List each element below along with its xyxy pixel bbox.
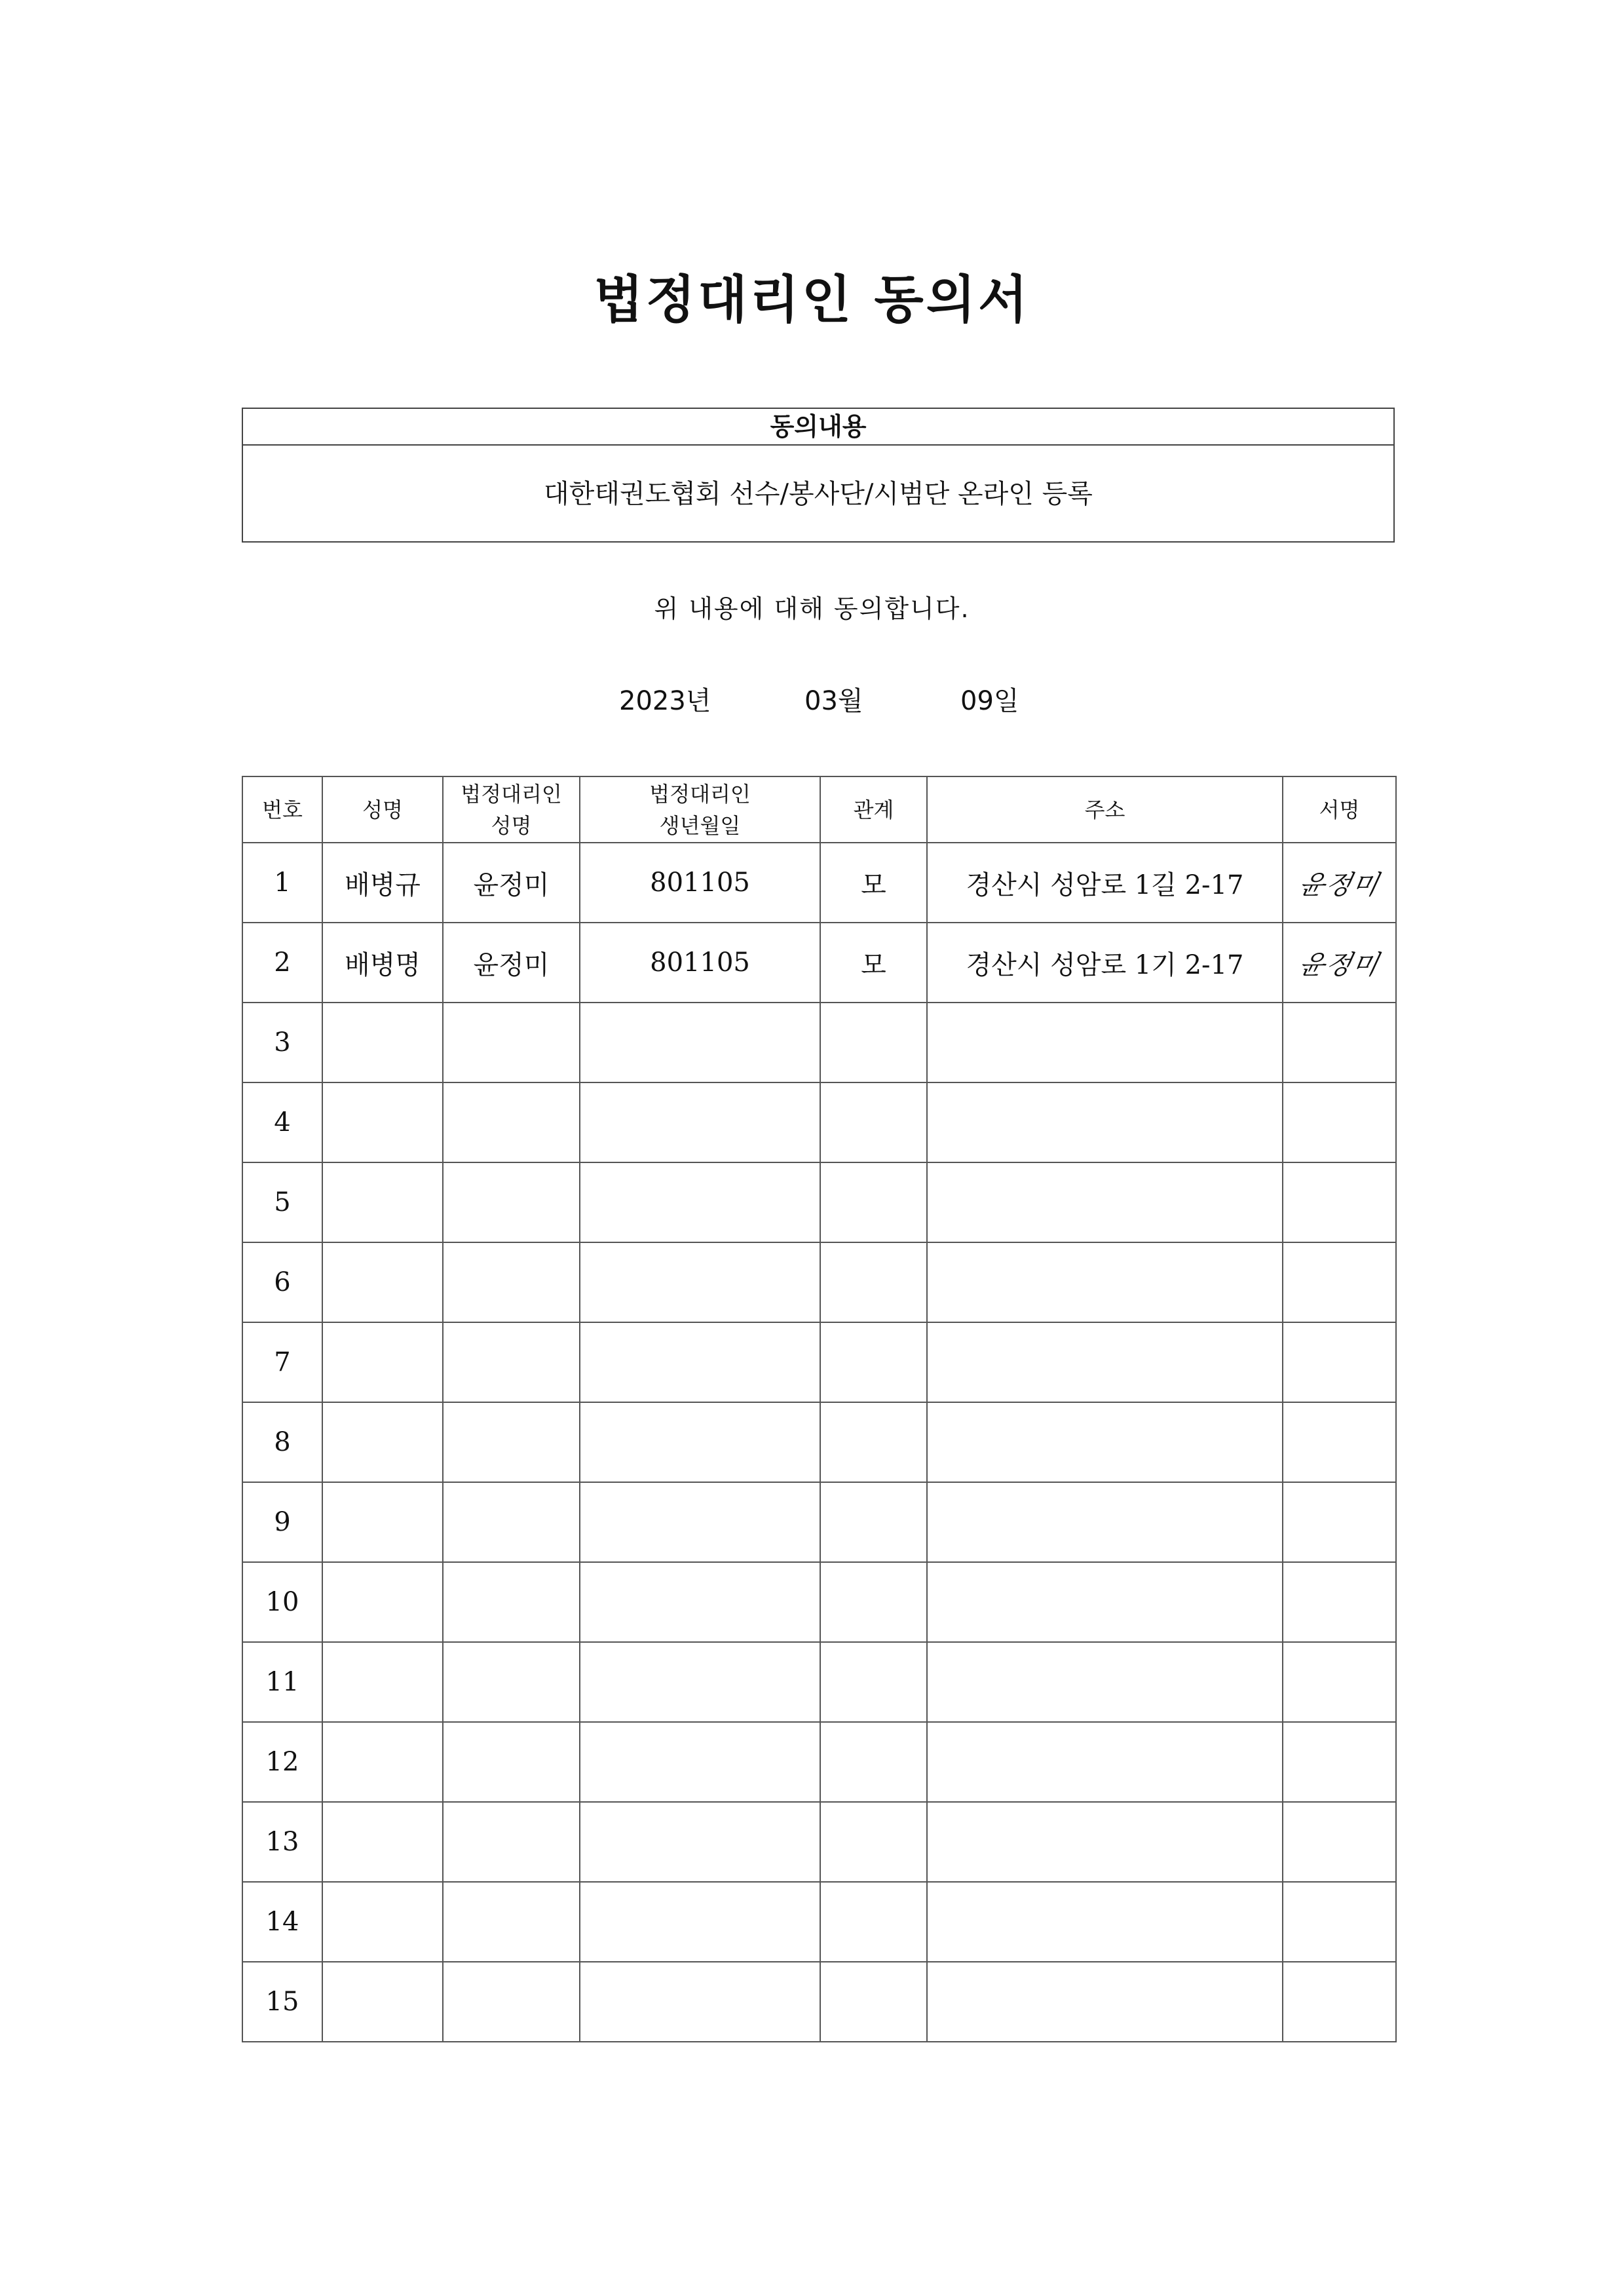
cell-guardian-birth bbox=[580, 1162, 820, 1242]
table-header-row bbox=[242, 776, 1396, 843]
table-row bbox=[242, 923, 1396, 1003]
cell-guardian-name bbox=[443, 1722, 580, 1802]
table-row bbox=[242, 1003, 1396, 1082]
cell-name bbox=[322, 1402, 443, 1482]
cell-address: 경산시 성암로 1길 2-17 bbox=[927, 843, 1283, 923]
cell-signature bbox=[1283, 1242, 1396, 1322]
cell-name bbox=[322, 1003, 443, 1082]
cell-signature bbox=[1283, 1642, 1396, 1722]
cell-signature bbox=[1283, 1082, 1396, 1162]
cell-relation bbox=[820, 1642, 927, 1722]
cell-address bbox=[927, 1242, 1283, 1322]
cell-guardian-birth bbox=[580, 1722, 820, 1802]
cell-guardian-birth bbox=[580, 1082, 820, 1162]
header-guardian-birth-line1: 법정대리인 bbox=[649, 781, 751, 807]
cell-guardian-name bbox=[443, 1482, 580, 1562]
cell-address bbox=[927, 1322, 1283, 1402]
cell-signature bbox=[1283, 843, 1396, 923]
cell-signature bbox=[1283, 1402, 1396, 1482]
cell-guardian-name bbox=[443, 1962, 580, 2042]
table-row bbox=[242, 1402, 1396, 1482]
table-row bbox=[242, 1642, 1396, 1722]
cell-address bbox=[927, 1722, 1283, 1802]
table-row bbox=[242, 1082, 1396, 1162]
header-guardian-birth-line2: 생년월일 bbox=[659, 813, 741, 838]
cell-guardian-name bbox=[443, 1162, 580, 1242]
cell-relation bbox=[820, 1562, 927, 1642]
cell-name bbox=[322, 1162, 443, 1242]
cell-signature bbox=[1283, 1003, 1396, 1082]
cell-name bbox=[322, 1722, 443, 1802]
table-row bbox=[242, 1562, 1396, 1642]
document-title: 법정대리인 동의서 bbox=[594, 271, 1030, 330]
cell-number: 2 bbox=[242, 923, 322, 1003]
header-address: 주소 bbox=[927, 776, 1283, 843]
cell-name bbox=[322, 1562, 443, 1642]
cell-address bbox=[927, 1082, 1283, 1162]
header-guardian-name bbox=[443, 776, 580, 843]
cell-number: 12 bbox=[242, 1722, 322, 1802]
cell-guardian-birth bbox=[580, 1962, 820, 2042]
cell-guardian-name: 윤정미 bbox=[443, 843, 580, 923]
table-row bbox=[242, 1322, 1396, 1402]
cell-relation bbox=[820, 1962, 927, 2042]
header-number: 번호 bbox=[242, 776, 322, 843]
table-row bbox=[242, 1962, 1396, 2042]
cell-guardian-name bbox=[443, 1003, 580, 1082]
cell-number: 14 bbox=[242, 1882, 322, 1962]
cell-relation: 모 bbox=[820, 923, 927, 1003]
cell-guardian-name: 윤정미 bbox=[443, 923, 580, 1003]
agreement-header: 동의내용 bbox=[243, 409, 1393, 446]
cell-signature bbox=[1283, 1882, 1396, 1962]
cell-number: 5 bbox=[242, 1162, 322, 1242]
cell-name bbox=[322, 1322, 443, 1402]
cell-guardian-birth bbox=[580, 1242, 820, 1322]
cell-signature bbox=[1283, 1482, 1396, 1562]
cell-guardian-birth: 801105 bbox=[580, 923, 820, 1003]
cell-relation bbox=[820, 1082, 927, 1162]
cell-name bbox=[322, 1242, 443, 1322]
table-row bbox=[242, 1802, 1396, 1882]
consent-statement: 위 내용에 대해 동의합니다. bbox=[654, 594, 970, 623]
cell-address bbox=[927, 1642, 1283, 1722]
cell-number: 7 bbox=[242, 1322, 322, 1402]
table-row bbox=[242, 1482, 1396, 1562]
cell-name bbox=[322, 1642, 443, 1722]
cell-guardian-name bbox=[443, 1642, 580, 1722]
date-month: 03월 bbox=[804, 686, 863, 716]
cell-name bbox=[322, 1882, 443, 1962]
cell-address bbox=[927, 1802, 1283, 1882]
cell-guardian-birth bbox=[580, 1482, 820, 1562]
header-name: 성명 bbox=[322, 776, 443, 843]
cell-address bbox=[927, 1003, 1283, 1082]
cell-guardian-name bbox=[443, 1882, 580, 1962]
cell-relation bbox=[820, 1482, 927, 1562]
cell-guardian-birth bbox=[580, 1802, 820, 1882]
agreement-box bbox=[242, 408, 1395, 543]
cell-signature bbox=[1283, 923, 1396, 1003]
cell-number: 10 bbox=[242, 1562, 322, 1642]
table-row bbox=[242, 1242, 1396, 1322]
cell-address bbox=[927, 1962, 1283, 2042]
cell-number: 11 bbox=[242, 1642, 322, 1722]
table-row bbox=[242, 843, 1396, 923]
cell-address bbox=[927, 1162, 1283, 1242]
cell-name: 배병명 bbox=[322, 923, 443, 1003]
cell-signature bbox=[1283, 1562, 1396, 1642]
cell-guardian-birth bbox=[580, 1322, 820, 1402]
cell-number: 9 bbox=[242, 1482, 322, 1562]
cell-address: 경산시 성암로 1기 2-17 bbox=[927, 923, 1283, 1003]
cell-signature bbox=[1283, 1722, 1396, 1802]
cell-name: 배병규 bbox=[322, 843, 443, 923]
cell-signature bbox=[1283, 1322, 1396, 1402]
cell-guardian-birth bbox=[580, 1402, 820, 1482]
cell-guardian-name bbox=[443, 1402, 580, 1482]
handwritten-signature: 윤정미 bbox=[1295, 949, 1382, 980]
cell-guardian-birth: 801105 bbox=[580, 843, 820, 923]
cell-relation bbox=[820, 1802, 927, 1882]
cell-relation bbox=[820, 1003, 927, 1082]
cell-number: 15 bbox=[242, 1962, 322, 2042]
header-guardian-name-line1: 법정대리인 bbox=[461, 781, 562, 807]
header-relation: 관계 bbox=[820, 776, 927, 843]
table-body bbox=[242, 843, 1396, 2042]
handwritten-signature: 윤정미 bbox=[1295, 870, 1382, 900]
cell-number: 3 bbox=[242, 1003, 322, 1082]
cell-name bbox=[322, 1082, 443, 1162]
header-guardian-birth bbox=[580, 776, 820, 843]
consent-roster-table bbox=[242, 776, 1397, 2042]
table-row bbox=[242, 1162, 1396, 1242]
header-guardian-name-line2: 성명 bbox=[491, 813, 532, 838]
cell-number: 1 bbox=[242, 843, 322, 923]
cell-guardian-birth bbox=[580, 1003, 820, 1082]
cell-address bbox=[927, 1402, 1283, 1482]
cell-signature bbox=[1283, 1162, 1396, 1242]
cell-guardian-birth bbox=[580, 1562, 820, 1642]
cell-number: 8 bbox=[242, 1402, 322, 1482]
cell-address bbox=[927, 1562, 1283, 1642]
cell-guardian-birth bbox=[580, 1642, 820, 1722]
agreement-content: 대한태권도협회 선수/봉사단/시범단 온라인 등록 bbox=[544, 479, 1093, 509]
cell-address bbox=[927, 1882, 1283, 1962]
cell-number: 4 bbox=[242, 1082, 322, 1162]
cell-number: 13 bbox=[242, 1802, 322, 1882]
cell-signature bbox=[1283, 1802, 1396, 1882]
cell-address bbox=[927, 1482, 1283, 1562]
cell-relation: 모 bbox=[820, 843, 927, 923]
table-row bbox=[242, 1722, 1396, 1802]
cell-guardian-name bbox=[443, 1802, 580, 1882]
cell-guardian-name bbox=[443, 1242, 580, 1322]
date-day: 09일 bbox=[960, 686, 1019, 716]
cell-guardian-name bbox=[443, 1322, 580, 1402]
cell-guardian-name bbox=[443, 1082, 580, 1162]
cell-name bbox=[322, 1802, 443, 1882]
cell-guardian-birth bbox=[580, 1882, 820, 1962]
cell-number: 6 bbox=[242, 1242, 322, 1322]
cell-relation bbox=[820, 1162, 927, 1242]
date-year: 2023년 bbox=[619, 686, 711, 716]
header-signature: 서명 bbox=[1283, 776, 1396, 843]
cell-signature bbox=[1283, 1962, 1396, 2042]
cell-guardian-name bbox=[443, 1562, 580, 1642]
cell-relation bbox=[820, 1242, 927, 1322]
cell-name bbox=[322, 1482, 443, 1562]
table-row bbox=[242, 1882, 1396, 1962]
cell-relation bbox=[820, 1722, 927, 1802]
cell-relation bbox=[820, 1882, 927, 1962]
cell-name bbox=[322, 1962, 443, 2042]
cell-relation bbox=[820, 1322, 927, 1402]
cell-relation bbox=[820, 1402, 927, 1482]
